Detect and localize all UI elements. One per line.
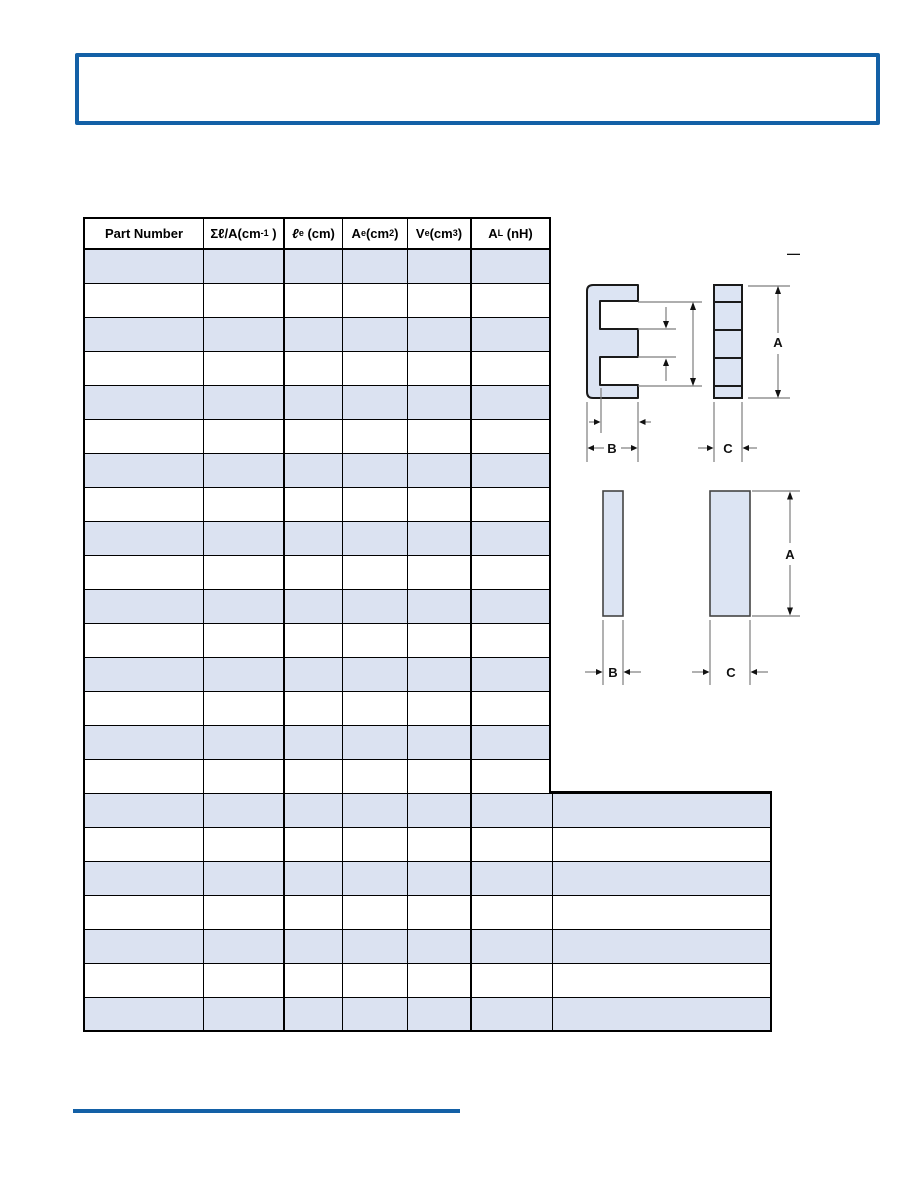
table-cell (285, 930, 343, 963)
table-cell (472, 522, 549, 555)
table-cell (204, 760, 285, 793)
table-cell (85, 726, 204, 759)
table-cell (204, 318, 285, 351)
table-row-19 (85, 862, 770, 896)
table-cell (343, 760, 408, 793)
table-cell (285, 318, 343, 351)
table-cell (553, 964, 770, 997)
dimension-extension-lines (587, 286, 790, 462)
table-row-22 (85, 964, 770, 998)
table-row-20 (85, 896, 770, 930)
table-cell (343, 454, 408, 487)
table-row-18 (85, 828, 770, 862)
table-cell (408, 284, 472, 317)
table-cell (285, 726, 343, 759)
table-cell (343, 284, 408, 317)
column-header-ae-cm2: A e (cm 2 ) (343, 219, 408, 248)
table-cell (472, 454, 549, 487)
table-cell (553, 896, 770, 929)
table-cell (553, 794, 770, 827)
table-cell (285, 352, 343, 385)
table-row-12 (85, 624, 549, 658)
table-cell (85, 386, 204, 419)
table-cell (343, 794, 408, 827)
table-cell (343, 692, 408, 725)
column-header-ve-cm3: V e (cm 3 ) (408, 219, 472, 248)
footer-rule (73, 1109, 460, 1113)
table-cell (85, 624, 204, 657)
table-cell (343, 590, 408, 623)
table-extension-top-border (551, 791, 772, 794)
table-cell (204, 386, 285, 419)
table-cell (553, 998, 770, 1030)
table-cell (343, 624, 408, 657)
table-cell (343, 726, 408, 759)
table-row-7 (85, 454, 549, 488)
table-row-14 (85, 692, 549, 726)
table-cell (472, 284, 549, 317)
table-cell (472, 964, 553, 997)
table-cell (408, 726, 472, 759)
table-upper-rows (85, 250, 549, 794)
table-cell (204, 964, 285, 997)
table-cell (408, 454, 472, 487)
table-row-8 (85, 488, 549, 522)
table-cell (343, 828, 408, 861)
table-cell (472, 352, 549, 385)
table-row-11 (85, 590, 549, 624)
table-cell (204, 420, 285, 453)
table-row-6 (85, 420, 549, 454)
table-cell (285, 522, 343, 555)
table-cell (472, 624, 549, 657)
table-cell (472, 998, 553, 1030)
dimension-arrowheads (596, 492, 793, 676)
table-cell (85, 930, 204, 963)
table-row-10 (85, 556, 549, 590)
table-cell (204, 998, 285, 1030)
e-core-shape (587, 285, 638, 398)
table-cell (85, 488, 204, 521)
table-cell (204, 556, 285, 589)
table-cell (85, 760, 204, 793)
dash-mark: — (787, 246, 800, 261)
table-row-15 (85, 726, 549, 760)
table-row-4 (85, 352, 549, 386)
table-cell (472, 896, 553, 929)
table-cell (204, 624, 285, 657)
table-cell (408, 964, 472, 997)
table-cell (285, 284, 343, 317)
table-cell (204, 454, 285, 487)
table-cell (85, 998, 204, 1030)
column-header-part-number: Part Number (85, 219, 204, 248)
table-cell (204, 862, 285, 895)
table-cell (472, 420, 549, 453)
table-cell (472, 726, 549, 759)
table-cell (204, 488, 285, 521)
table-cell (472, 930, 553, 963)
dim-label-c-upper: C (723, 441, 733, 456)
table-cell (343, 522, 408, 555)
table-cell (85, 590, 204, 623)
table-row-1 (85, 250, 549, 284)
table-cell (408, 352, 472, 385)
table-cell (285, 896, 343, 929)
table-cell (85, 964, 204, 997)
table-cell (204, 352, 285, 385)
table-cell (408, 590, 472, 623)
table-cell (85, 522, 204, 555)
table-cell (285, 964, 343, 997)
plate-dimension-diagram (560, 470, 880, 710)
table-row-21 (85, 930, 770, 964)
table-cell (85, 658, 204, 691)
table-cell (85, 896, 204, 929)
table-cell (408, 896, 472, 929)
table-cell (472, 488, 549, 521)
table-row-3 (85, 318, 549, 352)
table-cell (472, 318, 549, 351)
table-cell (285, 658, 343, 691)
table-cell (204, 522, 285, 555)
table-cell (343, 386, 408, 419)
table-cell (472, 590, 549, 623)
table-cell (472, 658, 549, 691)
table-cell (285, 828, 343, 861)
table-cell (285, 454, 343, 487)
table-cell (408, 930, 472, 963)
column-header-sum-l-over-a: Σℓ/A(cm -1 ) (204, 219, 285, 248)
table-cell (553, 862, 770, 895)
column-header-al-nh: A L (nH) (488, 226, 533, 241)
table-cell (408, 420, 472, 453)
table-cell (472, 386, 549, 419)
table-cell (343, 556, 408, 589)
table-row-9 (85, 522, 549, 556)
dim-label-b-upper: B (607, 441, 617, 456)
table-cell (285, 488, 343, 521)
core-data-table-lower (83, 794, 772, 1032)
table-cell (85, 420, 204, 453)
table-cell (285, 760, 343, 793)
column-header-le-cm: ℓ e (cm) (285, 219, 343, 248)
table-cell (204, 930, 285, 963)
table-cell (343, 250, 408, 283)
table-cell (204, 692, 285, 725)
table-cell (553, 930, 770, 963)
table-cell (285, 386, 343, 419)
table-cell (285, 862, 343, 895)
table-cell (408, 794, 472, 827)
table-row-13 (85, 658, 549, 692)
table-cell (285, 624, 343, 657)
table-cell (343, 862, 408, 895)
table-cell (85, 352, 204, 385)
table-row-2 (85, 284, 549, 318)
table-cell (408, 624, 472, 657)
table-cell (472, 828, 553, 861)
table-cell (204, 250, 285, 283)
table-cell (343, 998, 408, 1030)
table-cell (85, 454, 204, 487)
table-cell (204, 828, 285, 861)
table-cell (408, 386, 472, 419)
table-cell (408, 522, 472, 555)
table-cell (204, 284, 285, 317)
table-row-5 (85, 386, 549, 420)
core-data-table-upper (83, 217, 551, 794)
table-cell (408, 488, 472, 521)
e-core-dimension-diagram (560, 230, 880, 480)
table-cell (204, 726, 285, 759)
table-cell (285, 998, 343, 1030)
table-cell (408, 760, 472, 793)
table-cell (285, 250, 343, 283)
table-cell (285, 420, 343, 453)
table-cell (408, 692, 472, 725)
table-row-16 (85, 760, 549, 794)
table-cell (343, 658, 408, 691)
table-cell (85, 284, 204, 317)
dim-label-a-upper: A (773, 335, 783, 350)
table-cell (408, 318, 472, 351)
table-cell (343, 896, 408, 929)
table-cell (343, 930, 408, 963)
table-cell (204, 794, 285, 827)
table-header-row (85, 219, 549, 250)
table-cell (408, 250, 472, 283)
table-cell (85, 250, 204, 283)
table-cell (472, 250, 549, 283)
table-cell (472, 862, 553, 895)
table-cell (472, 794, 553, 827)
table-cell (343, 964, 408, 997)
table-cell (85, 692, 204, 725)
table-cell (85, 318, 204, 351)
table-cell (85, 828, 204, 861)
dim-label-c-lower: C (726, 665, 736, 680)
table-cell (408, 556, 472, 589)
plate-side-view (710, 491, 750, 616)
table-cell (472, 760, 549, 793)
table-cell (204, 658, 285, 691)
dim-label-b-lower: B (608, 665, 618, 680)
plate-front-view (603, 491, 623, 616)
table-cell (408, 862, 472, 895)
dimension-arrowheads (588, 286, 782, 451)
table-cell (472, 692, 549, 725)
table-cell (285, 556, 343, 589)
table-row-23 (85, 998, 770, 1030)
table-cell (85, 862, 204, 895)
table-cell (204, 896, 285, 929)
table-cell (408, 998, 472, 1030)
dim-label-a-lower: A (785, 547, 795, 562)
table-cell (85, 794, 204, 827)
table-cell (85, 556, 204, 589)
table-cell (553, 828, 770, 861)
table-cell (204, 590, 285, 623)
table-cell (285, 590, 343, 623)
table-cell (343, 352, 408, 385)
table-cell (408, 658, 472, 691)
table-cell (343, 318, 408, 351)
table-row-17 (85, 794, 770, 828)
table-cell (408, 828, 472, 861)
table-cell (343, 420, 408, 453)
table-cell (472, 556, 549, 589)
table-cell (285, 794, 343, 827)
title-outline-box (75, 53, 880, 125)
table-cell (343, 488, 408, 521)
table-cell (285, 692, 343, 725)
